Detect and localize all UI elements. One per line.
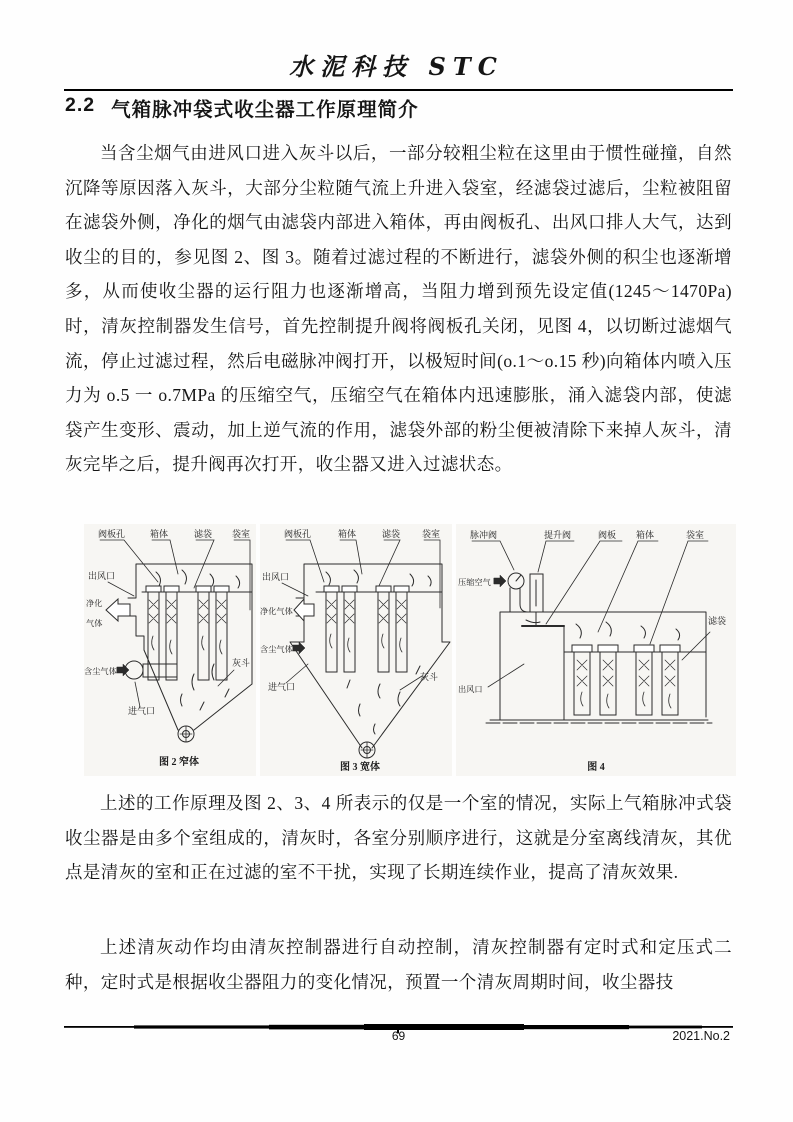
leader-line — [538, 541, 574, 572]
fig3-inlet — [260, 642, 308, 692]
fig3-label-filter-bag: 滤袋 — [382, 529, 401, 539]
fig2-label-air-outlet: 出风口 — [88, 571, 116, 581]
journal-title: 水泥科技 STC — [289, 52, 504, 81]
fig4-filter-bags — [572, 645, 680, 715]
figure-2-narrow-body — [84, 524, 256, 776]
fig2-label-air-inlet: 进气口 — [128, 706, 156, 716]
section-title: 气箱脉冲袋式收尘器工作原理简介 — [111, 99, 419, 121]
fig3-label-air-outlet: 出风口 — [262, 572, 290, 582]
leader-line — [286, 540, 324, 582]
fig2-hopper — [178, 657, 250, 742]
fig4-label-air-outlet: 出风口 — [458, 685, 483, 694]
leader-line — [650, 541, 708, 644]
leader-line — [400, 676, 422, 690]
fig2-label-filter-bag: 滤袋 — [194, 529, 213, 539]
fig4-label-box-body: 箱体 — [636, 530, 655, 540]
clean-gas-left-arrow-icon — [106, 599, 130, 621]
paragraph-controller: 上述清灰动作均由清灰控制器进行自动控制，清灰控制器有定时式和定压式二种，定时式是根据收尘器阻力的变化情况，预置一个清灰周期时间，收尘器技 — [65, 937, 732, 992]
fig4-pulse-valve-assembly — [458, 573, 564, 626]
leader-line — [286, 664, 308, 683]
compressed-air-right-arrow-icon — [494, 575, 506, 587]
fig4-label-pulse-valve: 脉冲阀 — [470, 530, 498, 540]
paragraph-working-principle: 当含尘烟气由进风口进入灰斗以后，一部分较粗尘粒在这里由于惯性碰撞，自然沉降等原因落入灰斗，大部分尘粒随气流上升进入袋室，经滤袋过滤后，尘粒被阻留在滤袋外侧，净化的烟气由滤袋内部进入箱体，再由阀板孔、出风口排人大气，达到收尘的目的，参见图 2、图 3。随着过滤过程的不断进行，滤袋外侧的积尘也逐渐增多，从而使收尘器的运行阻力也逐渐增高，当阻力增到预先设定值(1245～1470Pa)时，清灰控制器发生信号，首先控制提升阀将阀板孔关闭，见图 4，以切断过滤烟气流，停止过滤过程，然后电磁脉冲阀打开，以极短时间(o.1～o.15 秒)向箱体内喷入压力为 o.5 一 o.7MPa 的压缩空气，压缩空气在箱体内迅速膨胀，涌入滤袋内部，使滤袋产生变形、震动，加上逆气流的作用，滤袋外部的粉尘便被清除下来掉人灰斗，清灰完毕之后，提升阀再次打开，收尘器又进入过滤状态。 — [65, 143, 732, 475]
leader-line — [472, 541, 514, 570]
leader-line — [108, 582, 134, 596]
fig3-outlet — [260, 571, 314, 621]
paragraph-multi-chamber: 上述的工作原理及图 2、3、4 所表示的仅是一个室的情况，实际上气箱脉冲式袋收尘器是由多个室组成的，清灰时，各室分别顺序进行，这就是分室离线清灰，其优点是清灰的室和正在过滤的室不干扰，实现了长期连续作业，提高了清灰效果. — [65, 793, 732, 883]
figure-3-wide-body — [260, 524, 452, 776]
fig2-label-ash-hopper: 灰斗 — [232, 658, 251, 668]
fig3-hopper-walls — [290, 642, 450, 748]
fig2-inlet — [84, 661, 177, 716]
fig2-filter-bags — [146, 586, 229, 680]
fig3-label-dusty-gas: 含尘气体 — [260, 645, 293, 654]
issue-number: 2021.No.2 — [672, 1029, 730, 1043]
fig3-label-ash-hopper: 灰斗 — [420, 672, 439, 682]
clean-gas-left-arrow-icon — [294, 599, 314, 621]
fig3-label-box-body: 箱体 — [338, 529, 357, 539]
fig2-label-bag-chamber: 袋室 — [232, 529, 251, 539]
fig4-airflow-dashes — [526, 620, 680, 640]
leader-line — [488, 664, 524, 687]
fig2-label-valve-plate-hole: 阀板孔 — [98, 529, 126, 539]
fig2-label-clean-gas-2: 气体 — [86, 619, 103, 628]
fig2-caption: 图 2 窄体 — [159, 757, 199, 768]
fig4-side-labels — [458, 615, 726, 694]
leader-line — [340, 540, 362, 574]
fig4-top-labels — [470, 529, 708, 644]
fig4-label-valve-plate: 阀板 — [598, 530, 617, 540]
fig4-label-lift-valve: 提升阀 — [544, 530, 572, 540]
fig3-filter-bags — [324, 586, 409, 672]
fig3-label-clean-gas: 净化气体 — [260, 607, 293, 616]
fig3-label-air-inlet: 进气口 — [268, 682, 296, 692]
dusty-gas-right-arrow-icon — [117, 664, 129, 676]
fig3-caption: 图 3 宽体 — [340, 762, 380, 773]
fig3-label-bag-chamber: 袋室 — [422, 529, 441, 539]
fig2-label-clean-gas-1: 净化 — [86, 599, 103, 608]
header-rule — [64, 89, 733, 91]
fig4-caption: 图 4 — [587, 762, 605, 773]
fig4-label-compressed-air: 压缩空气 — [458, 578, 491, 587]
footer-row — [65, 1029, 732, 1047]
figure-4-pulse-system — [456, 524, 736, 776]
leader-line — [424, 540, 440, 608]
leader-line — [218, 670, 234, 686]
fig3-hopper — [359, 671, 438, 758]
leader-line — [598, 541, 658, 632]
fig3-label-valve-plate-hole: 阀板孔 — [284, 529, 312, 539]
leader-line — [152, 540, 178, 574]
fig4-blow-pipe — [510, 588, 528, 612]
section-heading — [65, 94, 419, 122]
dusty-gas-right-arrow-icon — [293, 642, 305, 654]
fig4-label-bag-chamber: 袋室 — [686, 530, 705, 540]
figures-row — [84, 524, 736, 780]
fig3-casing — [290, 564, 450, 748]
fig2-label-box-body: 箱体 — [150, 529, 169, 539]
fig3-airflow-dashes — [326, 570, 431, 734]
fig2-label-dusty-gas: 含尘气体 — [84, 667, 117, 676]
fig4-label-filter-bag: 滤袋 — [708, 616, 727, 626]
section-number: 2.2 — [65, 94, 96, 116]
fig2-outlet — [86, 570, 134, 628]
leader-line — [135, 682, 140, 707]
page-number: 69 — [391, 1029, 406, 1043]
leader-line — [234, 540, 250, 610]
